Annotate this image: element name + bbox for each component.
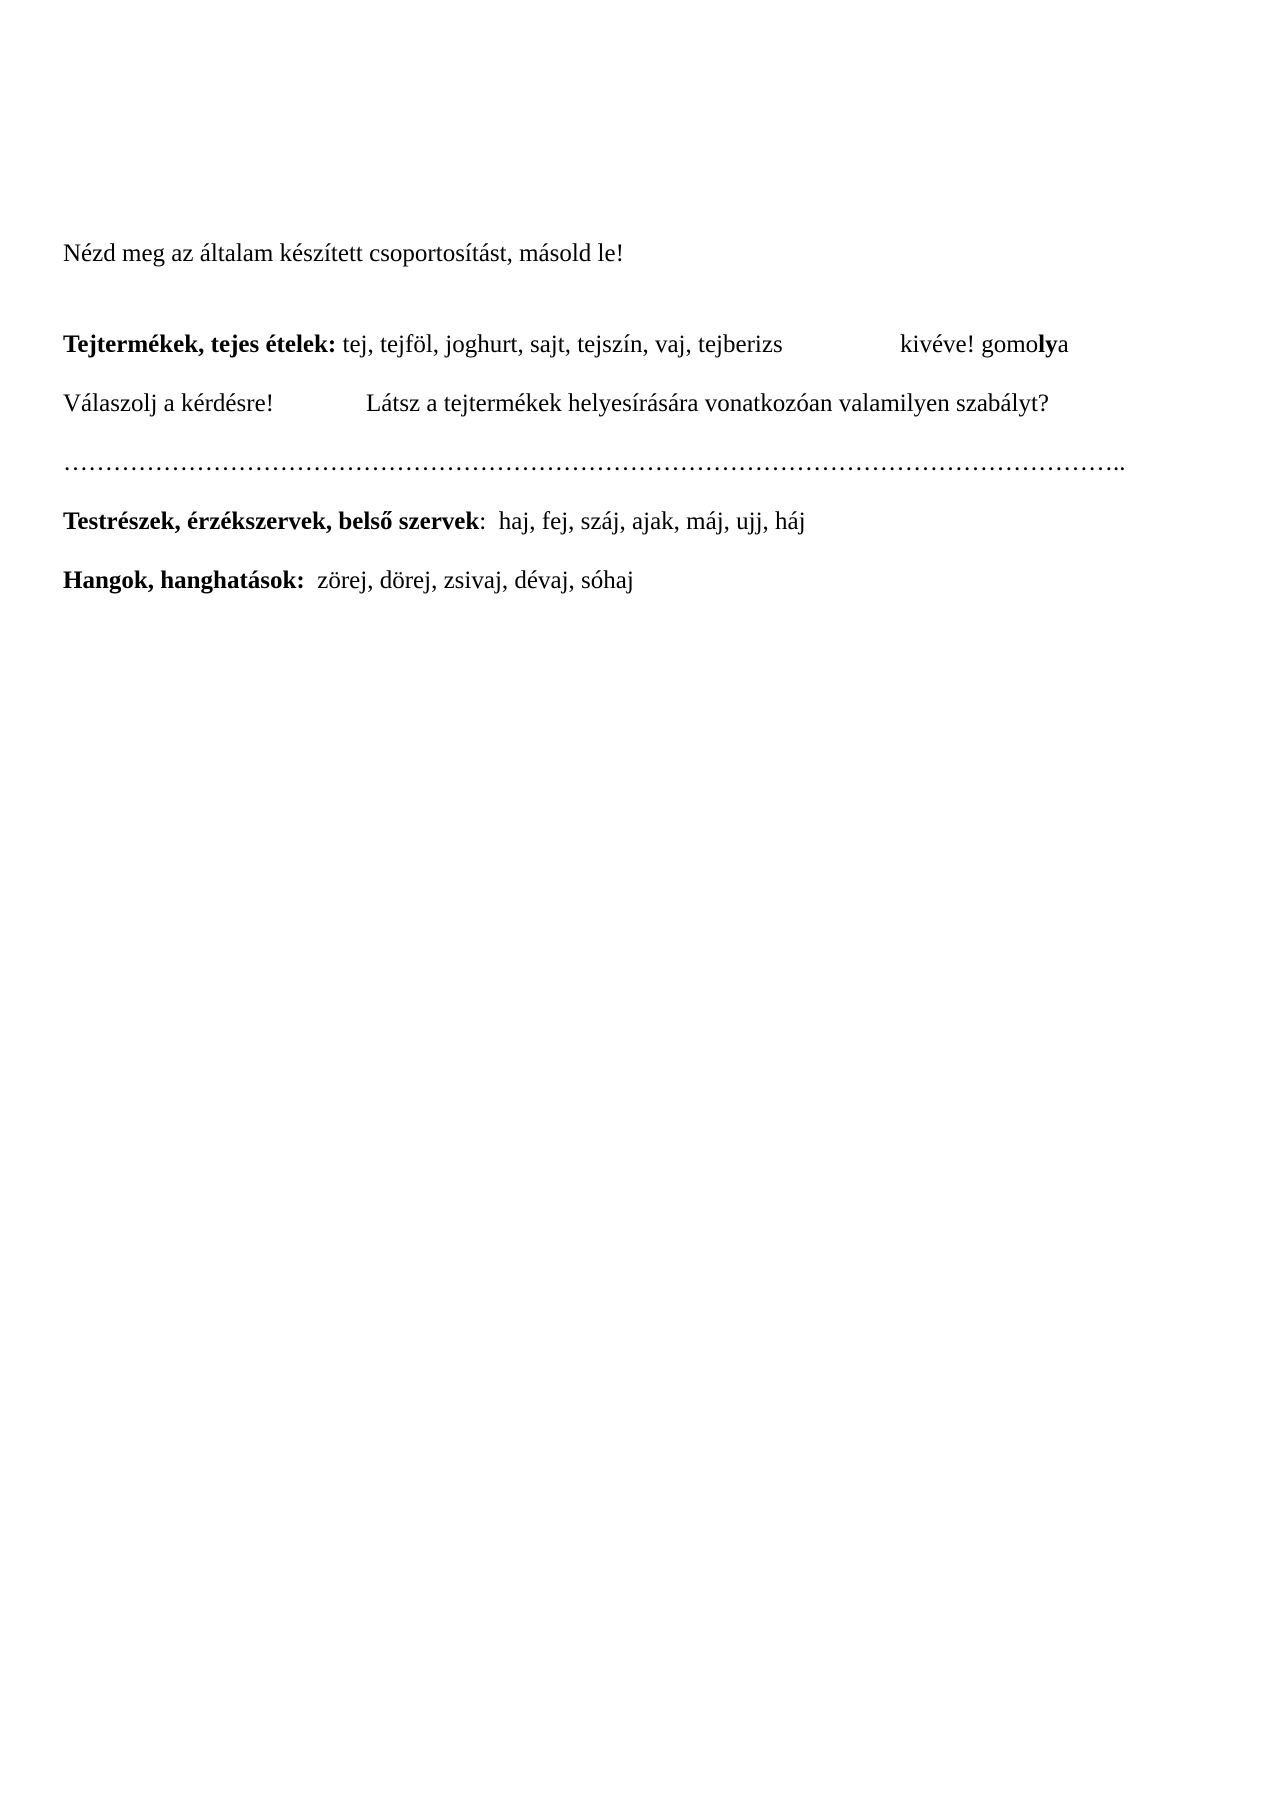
dairy-exception (900, 330, 1069, 360)
body-parts-line (63, 507, 806, 537)
answer-dotted-line: ……………………………………………………………………………………………………………….. (63, 449, 1126, 476)
instruction-text: Nézd meg az általam készített csoportosítást, másold le! (63, 240, 624, 267)
dairy-exception-prefix: kivéve! gomo (900, 331, 1039, 358)
dairy-exception-bold: ly (1038, 331, 1058, 358)
dairy-line (63, 330, 1069, 360)
sounds-items: zörej, dörej, zsivaj, dévaj, sóhaj (317, 567, 634, 594)
sounds-line (63, 566, 634, 596)
body-parts-items: haj, fej, száj, ajak, máj, ujj, háj (498, 508, 806, 535)
question-line (63, 389, 1050, 419)
body-parts-colon: : (479, 508, 487, 535)
question-text: Látsz a tejtermékek helyesírására vonatkozóan valamilyen szabályt? (366, 390, 1050, 417)
question-prompt: Válaszolj a kérdésre! (63, 390, 274, 417)
dairy-label: Tejtermékek, tejes ételek: (63, 331, 337, 358)
dairy-items: tej, tejföl, joghurt, sajt, tejszín, vaj, tejberizs (342, 331, 783, 358)
sounds-label: Hangok, hanghatások: (63, 567, 305, 594)
body-parts-label: Testrészek, érzékszervek, belső szervek (63, 508, 480, 535)
dairy-exception-suffix: a (1057, 331, 1069, 358)
